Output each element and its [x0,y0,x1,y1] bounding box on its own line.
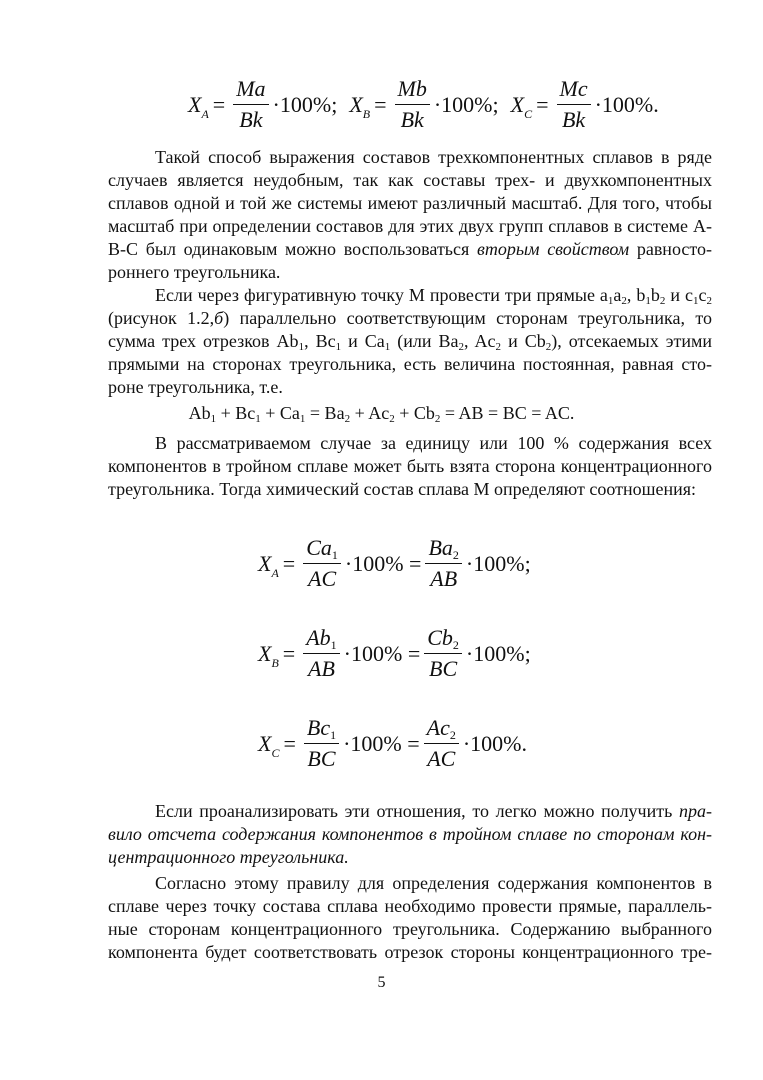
subscript: 2 [344,413,351,425]
formula-term: $X_A$ = $\frac{Ma}{Bk}$ ·100%; [188,76,338,132]
italic-text: вило отсчета содержания компонентов в тройном сплаве по сторонам кон- [108,824,712,844]
italic-text: пра- [679,801,712,821]
paragraph [108,146,712,284]
text-run: + Cb [394,403,435,423]
formula-x-b: $X_B$ = $\frac{Ab_1}{AB}$ ·100% = $\frac{Cb_2}{BC}$ ·100%; [258,625,531,681]
text-line [108,215,712,238]
text-line [108,823,712,846]
text-line [108,169,712,192]
text-run: ), отсекаемых этими [551,331,712,351]
text-line [108,846,712,869]
text-run: ) параллельно соответствующим сторонам треугольника, то [223,308,712,328]
text-line [108,455,712,478]
text-run: c [698,285,707,305]
text-run: ные сторонам концентрационного треугольника. Содержанию выбранного [108,919,712,939]
text-run: масштаб при определении составов для этих двух групп сплавов в системе А- [108,216,712,236]
variable: $X_A$ [188,91,209,121]
subscript: 2 [389,413,395,425]
text-run: и Cb [501,331,546,351]
paragraph [108,872,712,964]
text-run: (рисунок 1.2, [108,308,215,328]
text-run: , Bc [304,331,336,351]
paragraph [108,800,712,869]
formula-term: $X_C$ = $\frac{Mc}{Bk}$ ·100%. [510,76,659,132]
text-run: и c [665,285,694,305]
text-line [108,192,712,215]
subscript: 1 [693,295,699,307]
text-run: компонентов в тройном сплаве может быть взята сторона концентрационного [108,456,712,476]
text-line [108,478,712,501]
text-run: + Ca [260,403,300,423]
variable: $X_C$ [510,91,533,121]
text-run: + Bc [216,403,256,423]
text-run: Если через фигуративную точку М провести три прямые a [155,285,608,305]
text-run: сплаве через точку состава сплава необходимо провести прямые, параллель- [108,896,712,916]
italic-text: вторым свойством [477,239,630,259]
text-line [108,284,712,307]
subscript: 1 [298,341,305,353]
subscript: 1 [645,295,651,307]
text-run: , b [626,285,646,305]
text-run: случаев является неудобным, так как составы трех- и двухкомпонентных [108,170,712,190]
text-run: Такой способ выражения составов трехкомпонентных сплавов в ряде [155,147,712,167]
text-run: , Ac [464,331,496,351]
subscript: 1 [607,295,614,307]
text-line [108,895,712,918]
subscript: 2 [495,341,502,353]
text-run: a [613,285,622,305]
text-line [108,238,712,261]
text-run: b [650,285,660,305]
text-run: Если проанализировать эти отношения, то легко можно получить [155,801,679,821]
text-run: и Ca [341,331,385,351]
variable: $X_B$ [349,91,371,121]
subscript: 2 [434,413,441,425]
formula-composition-ratios [188,76,659,133]
subscript: 2 [458,341,465,353]
subscript: 1 [210,413,217,425]
subscript: 2 [659,295,666,307]
text-run: треугольника. Тогда химический состав сплава М определяют соотношения: [108,479,697,499]
text-line [108,872,712,895]
subscript: 2 [621,295,627,307]
text-run: компонента будет соответствовать отрезок стороны концентрационного тре- [108,942,712,962]
text-run: + Ac [350,403,390,423]
text-run: Согласно этому правилу для определения содержания компонентов в [155,873,712,893]
fraction: $\frac{Ma}{Bk}$ [233,76,268,133]
equation-sides-sum [0,402,763,424]
text-run: В рассматриваемом случае за единицу или 100 % содержания всех [155,433,712,453]
text-line [108,941,712,964]
text-line [108,432,712,455]
italic-text: центрационного треугольника. [108,847,349,867]
fraction: $\frac{Mb}{Bk}$ [395,76,430,133]
text-line [108,307,712,330]
subscript: 1 [384,341,391,353]
text-run: В-С был одинаковым можно воспользоваться [108,239,477,259]
italic-text: б [214,308,224,328]
formula-x-a: $X_A$ = $\frac{Ca_1}{AC}$ ·100% = $\frac{Ba_2}{AB}$ ·100%; [258,535,531,591]
text-run: Ab [188,403,211,423]
text-run: равносто- [629,239,713,259]
text-run: сумма трех отрезков Ab [108,331,299,351]
text-run: роннего треугольника. [108,262,281,282]
paragraph [108,432,712,501]
text-line [108,261,712,284]
text-line [108,376,712,399]
text-line [108,146,712,169]
text-run: роне треугольника, т.е. [108,377,283,397]
text-run: (или Ba [390,331,459,351]
text-line [108,330,712,353]
text-run: сплавов одной и той же системы имеют различный масштаб. Для того, чтобы [108,193,712,213]
subscript: 1 [335,341,342,353]
paragraph [108,284,712,399]
text-line [108,918,712,941]
page-number: 5 [377,974,386,991]
subscript: 2 [706,295,713,307]
text-run: прямыми на сторонах треугольника, есть величина постоянная, равная сто- [108,354,712,374]
text-line [108,353,712,376]
formula-term: $X_B$ = $\frac{Mb}{Bk}$ ·100%; [349,76,499,132]
formula-x-c: $X_C$ = $\frac{Bc_1}{BC}$ ·100% = $\frac{Ac_2}{AC}$ ·100%. [258,715,528,771]
text-run: = Ba [305,403,345,423]
fraction: $\frac{Mc}{Bk}$ [557,76,591,133]
text-line [108,800,712,823]
subscript: 1 [299,413,306,425]
text-run: = AB = BC = AC. [440,403,575,423]
subscript: 2 [545,341,552,353]
subscript: 1 [255,413,261,425]
